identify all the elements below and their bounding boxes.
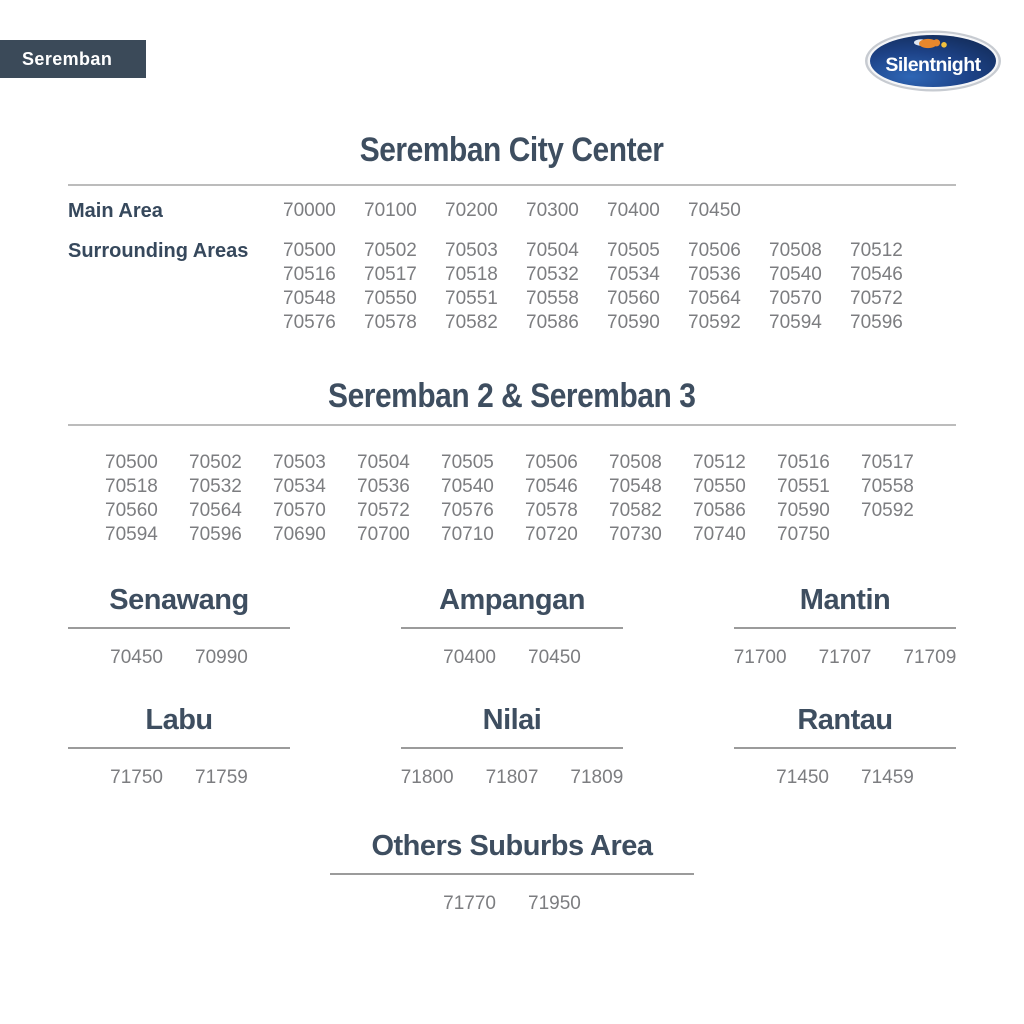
postcode: 71459 (861, 767, 914, 788)
postcode: 70548 (283, 288, 336, 309)
postcode: 70592 (861, 500, 914, 521)
postcode: 70516 (777, 452, 830, 473)
postcode: 70502 (189, 452, 242, 473)
postcode: 70551 (445, 288, 498, 309)
silentnight-logo-icon (864, 30, 1002, 92)
postcode: 70570 (273, 500, 326, 521)
postcode: 70504 (526, 240, 579, 261)
area-codes (342, 646, 682, 670)
postcode: 70502 (364, 240, 417, 261)
postcode: 70594 (769, 312, 822, 333)
area-card-ampangan (342, 583, 682, 670)
postcode: 70503 (445, 240, 498, 261)
postcode-row (283, 263, 931, 287)
postcode: 70578 (525, 500, 578, 521)
postcode: 70560 (607, 288, 660, 309)
postcode: 70546 (525, 476, 578, 497)
postcode-row (283, 199, 769, 223)
area-underline (68, 747, 290, 749)
postcode-row (283, 287, 931, 311)
postcode: 70450 (110, 647, 163, 668)
postcode: 70582 (445, 312, 498, 333)
postcode: 70586 (693, 500, 746, 521)
section-city-center-header (0, 131, 1024, 170)
area-codes (9, 766, 349, 790)
postcode-row (283, 239, 931, 263)
postcode: 70508 (609, 452, 662, 473)
postcode: 70551 (777, 476, 830, 497)
postcode: 71700 (733, 647, 787, 668)
postcode: 70536 (357, 476, 410, 497)
postcode: 71809 (570, 767, 624, 788)
area-title: Labu (145, 704, 213, 736)
area-card-rantau (675, 703, 1015, 790)
silentnight-logo (864, 30, 1002, 92)
postcode: 70518 (445, 264, 498, 285)
area-card-mantin (675, 583, 1015, 670)
area-underline (734, 627, 956, 629)
postcode: 70506 (525, 452, 578, 473)
area-card-nilai (342, 703, 682, 790)
postcode: 71807 (485, 767, 539, 788)
area-underline (68, 627, 290, 629)
postcode: 70450 (688, 200, 741, 221)
postcode: 70550 (693, 476, 746, 497)
postcode: 70400 (443, 647, 496, 668)
postcode-row (105, 475, 945, 499)
postcode: 70572 (850, 288, 903, 309)
row-label-surrounding-areas: Surrounding Areas (68, 240, 249, 262)
postcode: 70570 (769, 288, 822, 309)
postcode: 70710 (441, 524, 494, 545)
postcode: 70505 (441, 452, 494, 473)
postcode: 70000 (283, 200, 336, 221)
postcode: 70572 (357, 500, 410, 521)
postcode: 70590 (607, 312, 660, 333)
area-card-senawang (9, 583, 349, 670)
postcode: 70700 (357, 524, 410, 545)
postcode: 70590 (777, 500, 830, 521)
postcode: 70548 (609, 476, 662, 497)
postcode: 70586 (526, 312, 579, 333)
area-card-labu (9, 703, 349, 790)
region-tag: Seremban (0, 40, 146, 78)
section-title-seremban23: Seremban 2 & Seremban 3 (328, 377, 696, 415)
postcode: 70990 (195, 647, 248, 668)
postcode: 70564 (189, 500, 242, 521)
area-codes (675, 646, 1015, 670)
postcode: 71950 (528, 893, 581, 914)
area-codes (675, 766, 1015, 790)
postcode: 70730 (609, 524, 662, 545)
postcode: 70558 (526, 288, 579, 309)
area-codes (262, 892, 762, 916)
postcode: 71800 (400, 767, 454, 788)
row-label-main-area: Main Area (68, 200, 163, 222)
postcode: 70596 (850, 312, 903, 333)
postcode: 70450 (528, 647, 581, 668)
postcode: 70518 (105, 476, 158, 497)
svg-text:Silentnight: Silentnight (885, 54, 981, 76)
seremban23-grid (105, 451, 945, 547)
postcode-row (105, 451, 945, 475)
area-underline (401, 747, 623, 749)
postcode: 70516 (283, 264, 336, 285)
area-card-others-suburbs (262, 829, 762, 916)
surrounding-areas-grid (283, 239, 931, 335)
postcode-row (105, 499, 945, 523)
postcode-row (105, 523, 945, 547)
postcode: 70546 (850, 264, 903, 285)
postcode: 70740 (693, 524, 746, 545)
postcode: 71450 (776, 767, 829, 788)
postcode: 70534 (273, 476, 326, 497)
area-title: Senawang (109, 584, 249, 616)
surrounding-areas-row (68, 239, 931, 335)
postcode: 70540 (441, 476, 494, 497)
area-title: Ampangan (439, 584, 585, 616)
area-title: Mantin (799, 584, 891, 616)
main-area-row (68, 199, 769, 223)
postcode: 70500 (105, 452, 158, 473)
divider-seremban23 (68, 424, 956, 426)
postcode: 71750 (110, 767, 163, 788)
postcode: 70517 (364, 264, 417, 285)
postcode: 70540 (769, 264, 822, 285)
postcode: 70100 (364, 200, 417, 221)
area-title: Rantau (797, 704, 893, 736)
postcode: 70532 (189, 476, 242, 497)
postcode: 71770 (443, 893, 496, 914)
area-underline (330, 873, 694, 875)
postcode: 70512 (850, 240, 903, 261)
area-codes (9, 646, 349, 670)
postcode: 70690 (273, 524, 326, 545)
postcode: 70560 (105, 500, 158, 521)
postcode: 70536 (688, 264, 741, 285)
area-underline (401, 627, 623, 629)
postcode-row (283, 311, 931, 335)
area-title: Others Suburbs Area (371, 830, 653, 862)
postcode: 70505 (607, 240, 660, 261)
postcode: 70750 (777, 524, 830, 545)
postcode: 70506 (688, 240, 741, 261)
postcode: 70504 (357, 452, 410, 473)
postcode: 70558 (861, 476, 914, 497)
postcode: 70300 (526, 200, 579, 221)
postcode: 70594 (105, 524, 158, 545)
postcode: 70534 (607, 264, 660, 285)
postcode: 70578 (364, 312, 417, 333)
area-title: Nilai (482, 704, 542, 736)
postcode: 70576 (441, 500, 494, 521)
postcode: 70500 (283, 240, 336, 261)
postcode: 70564 (688, 288, 741, 309)
postcode: 70550 (364, 288, 417, 309)
postcode: 70720 (525, 524, 578, 545)
section-seremban23-header (0, 377, 1024, 416)
area-codes (342, 766, 682, 790)
postcode: 70508 (769, 240, 822, 261)
postcode: 71709 (903, 647, 957, 668)
postcode: 71707 (818, 647, 872, 668)
postcode: 70517 (861, 452, 914, 473)
postcode: 70503 (273, 452, 326, 473)
postcode: 70200 (445, 200, 498, 221)
section-title-city-center: Seremban City Center (360, 131, 664, 169)
postcode: 70592 (688, 312, 741, 333)
postcode: 70596 (189, 524, 242, 545)
postcode: 70576 (283, 312, 336, 333)
postcode: 70532 (526, 264, 579, 285)
postcode: 70400 (607, 200, 660, 221)
postcode: 70512 (693, 452, 746, 473)
area-underline (734, 747, 956, 749)
postcode: 70582 (609, 500, 662, 521)
divider-city-center (68, 184, 956, 186)
postcode: 71759 (195, 767, 248, 788)
